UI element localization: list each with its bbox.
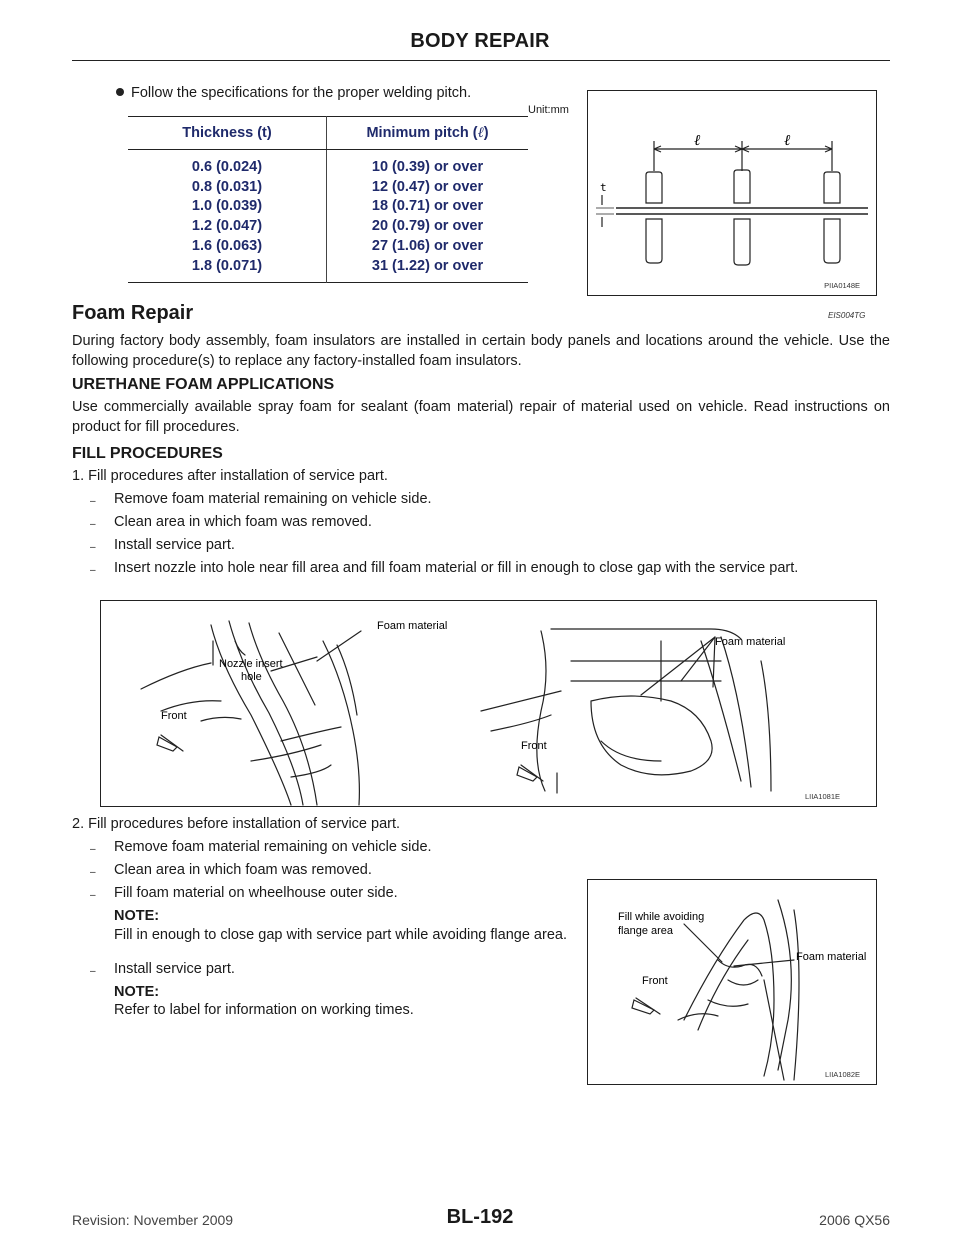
section-title-urethane: URETHANE FOAM APPLICATIONS [72, 376, 335, 393]
header-divider [72, 60, 890, 61]
label-fill-1: Fill while avoiding [618, 911, 705, 923]
list-item: Install service part. [114, 537, 235, 553]
label-front-left: Front [161, 710, 187, 722]
dash-icon: – [90, 542, 96, 553]
fill-step-1: 1. Fill procedures after installation of service part. [72, 468, 388, 484]
pitch-symbol: ℓ [477, 124, 484, 141]
pitch-values [327, 150, 529, 283]
table-unit: Unit:mm [528, 104, 569, 116]
note-text: Fill in enough to close gap with service part while avoiding flange area. [114, 927, 567, 943]
table-cell: 18 (0.71) or over [371, 198, 484, 215]
table-cell: 0.6 (0.024) [191, 159, 263, 175]
table-cell: 20 (0.79) or over [371, 218, 484, 235]
list-item: Install service part. [114, 961, 235, 977]
figure-code: LIIA1081E [804, 792, 840, 801]
welding-pitch-diagram [588, 91, 876, 295]
list-item: Clean area in which foam was removed. [114, 862, 372, 878]
intro-bullet-text: Follow the specifications for the proper welding pitch. [131, 85, 472, 101]
col-header-thickness: Thickness (t) [128, 117, 327, 150]
footer-page-number: BL-192 [446, 1206, 514, 1228]
bullet-icon [116, 88, 124, 96]
foam-repair-intro: During factory body assembly, foam insulators are installed in certain body panels and locations around the vehicle. Use the following procedure(s) to replace any factory-installed foam insulators. [72, 333, 890, 369]
list-item: Remove foam material remaining on vehicle side. [114, 839, 432, 855]
page-title: BODY REPAIR [410, 30, 550, 52]
intro-bullet [116, 84, 471, 103]
foam-fill-diagram [101, 601, 876, 806]
note-text: Refer to label for information on working times. [114, 1002, 414, 1018]
pitch-label-1: ℓ [694, 131, 701, 149]
label-foam-right: Foam material [715, 636, 786, 648]
dash-icon: – [90, 519, 96, 530]
thickness-label: t [600, 181, 607, 194]
list-item: Insert nozzle into hole near fill area and fill foam material or fill in enough to close gap with the service part. [114, 560, 799, 576]
table-cell: 1.8 (0.071) [191, 257, 263, 274]
list-item: Clean area in which foam was removed. [114, 514, 372, 530]
label-foam-left: Foam material [377, 620, 448, 632]
pitch-prefix: Minimum pitch ( [366, 124, 478, 141]
label-nozzle-1: Nozzle insert [219, 658, 283, 670]
label-fill-2: flange area [618, 925, 674, 937]
col-header-pitch [327, 117, 529, 150]
label-foam: Foam material [796, 951, 867, 963]
wheelhouse-figure [587, 879, 877, 1085]
table-cell: 12 (0.47) or over [371, 178, 484, 195]
label-front-right: Front [521, 740, 547, 752]
note-label: NOTE: [114, 984, 160, 1000]
list-item: Remove foam material remaining on vehicle side. [114, 491, 432, 507]
table-cell: 1.6 (0.063) [191, 237, 263, 254]
table-cell: 10 (0.39) or over [371, 159, 484, 175]
section-title-fill: FILL PROCEDURES [72, 445, 223, 462]
label-front: Front [642, 975, 668, 987]
dash-icon: – [90, 966, 96, 977]
figure-code: PIIA0148E [824, 281, 860, 290]
footer-revision: Revision: November 2009 [72, 1212, 234, 1228]
pitch-label-2: ℓ [784, 131, 791, 149]
label-nozzle-2: hole [241, 671, 262, 683]
urethane-text: Use commercially available spray foam for sealant (foam material) repair of material used on vehicle. Read instructions on product for fill procedures. [72, 399, 890, 435]
fill-step-2: 2. Fill procedures before installation of service part. [72, 816, 401, 832]
section-code: EIS004TG [828, 311, 866, 320]
thickness-values [128, 150, 327, 283]
wheelhouse-diagram [588, 880, 876, 1084]
footer-model: 2006 QX56 [819, 1212, 890, 1228]
table-cell: 1.0 (0.039) [191, 198, 263, 215]
dash-icon: – [90, 844, 96, 855]
welding-pitch-table [128, 116, 528, 283]
dash-icon: – [90, 496, 96, 507]
section-title-foam-repair: Foam Repair [72, 302, 194, 324]
table-cell: 0.8 (0.031) [191, 178, 263, 195]
dash-icon: – [90, 867, 96, 878]
note-label: NOTE: [114, 908, 160, 924]
dash-icon: – [90, 565, 96, 576]
pitch-suffix: ) [483, 124, 489, 141]
table-cell: 1.2 (0.047) [191, 218, 263, 235]
table-cell: 31 (1.22) or over [371, 257, 484, 274]
table-cell: 27 (1.06) or over [371, 237, 484, 254]
foam-fill-figure [100, 600, 877, 807]
dash-icon: – [90, 890, 96, 901]
list-item: Fill foam material on wheelhouse outer side. [114, 885, 398, 901]
welding-pitch-figure [587, 90, 877, 296]
figure-code: LIIA1082E [824, 1070, 860, 1079]
